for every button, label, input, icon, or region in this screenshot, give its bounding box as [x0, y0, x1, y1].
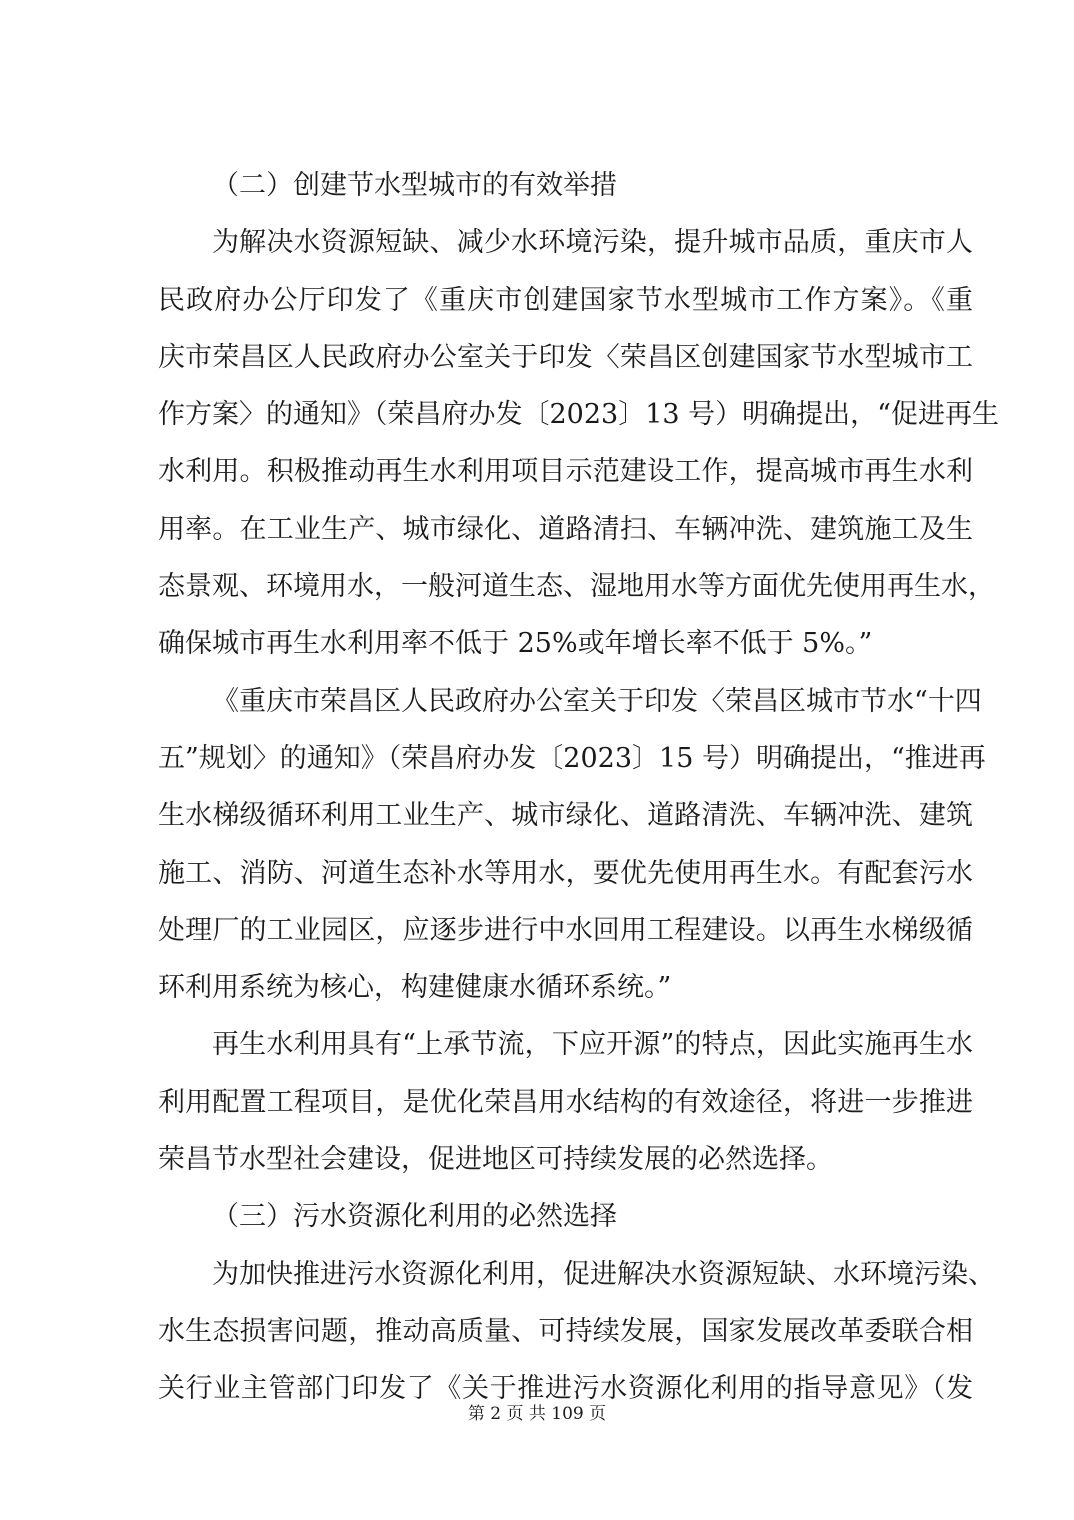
paragraph-line: 环利用系统为核心，构建健康水循环系统。”: [158, 972, 672, 1004]
paragraph-line: 关行业主管部门印发了《关于推进污水资源化利用的指导意见》（发: [158, 1373, 973, 1405]
paragraph-line: 确保城市再生水利用率不低于 25%或年增长率不低于 5%。”: [158, 628, 873, 660]
paragraph-line: 《重庆市荣昌区人民政府办公室关于印发〈荣昌区城市节水“十四: [212, 685, 982, 717]
paragraph-line: 处理厂的工业园区，应逐步进行中水回用工程建设。以再生水梯级循: [158, 914, 973, 946]
paragraph-line: 民政府办公厅印发了《重庆市创建国家节水型城市工作方案》。《重: [158, 284, 973, 316]
page-number-footer: 第 2 页 共 109 页: [467, 1404, 607, 1424]
paragraph-line: 荣昌节水型社会建设，促进地区可持续发展的必然选择。: [158, 1144, 833, 1176]
paragraph-line: 水生态损害问题，推动高质量、可持续发展，国家发展改革委联合相: [158, 1315, 973, 1347]
paragraph-line: 为解决水资源短缺、减少水环境污染，提升城市品质，重庆市人: [212, 227, 973, 259]
paragraph-line: 作方案〉的通知》（荣昌府办发〔2023〕13 号）明确提出，“促进再生: [158, 399, 999, 431]
paragraph-line: 施工、消防、河道生态补水等用水，要优先使用再生水。有配套污水: [158, 857, 973, 889]
section-heading-3: （三）污水资源化利用的必然选择: [212, 1201, 617, 1233]
paragraph-line: 生水梯级循环利用工业生产、城市绿化、道路清洗、车辆冲洗、建筑: [158, 800, 973, 832]
document-body: [158, 157, 999, 1418]
paragraph-line: 态景观、环境用水，一般河道生态、湿地用水等方面优先使用再生水，: [158, 571, 995, 603]
paragraph-line: 为加快推进污水资源化利用，促进解决水资源短缺、水环境污染、: [212, 1258, 995, 1290]
paragraph-line: 五”规划〉的通知》（荣昌府办发〔2023〕15 号）明确提出，“推进再: [158, 742, 986, 774]
paragraph-line: 水利用。积极推动再生水利用项目示范建设工作，提高城市再生水利: [158, 456, 973, 488]
paragraph-line: 用率。在工业生产、城市绿化、道路清扫、车辆冲洗、建筑施工及生: [158, 513, 973, 545]
paragraph-line: 庆市荣昌区人民政府办公室关于印发〈荣昌区创建国家节水型城市工: [158, 341, 973, 373]
section-heading-2: （二）创建节水型城市的有效举措: [212, 170, 617, 201]
paragraph-line: 利用配置工程项目，是优化荣昌用水结构的有效途径，将进一步推进: [158, 1086, 973, 1118]
paragraph-line: 再生水利用具有“上承节流，下应开源”的特点，因此实施再生水: [212, 1029, 973, 1061]
